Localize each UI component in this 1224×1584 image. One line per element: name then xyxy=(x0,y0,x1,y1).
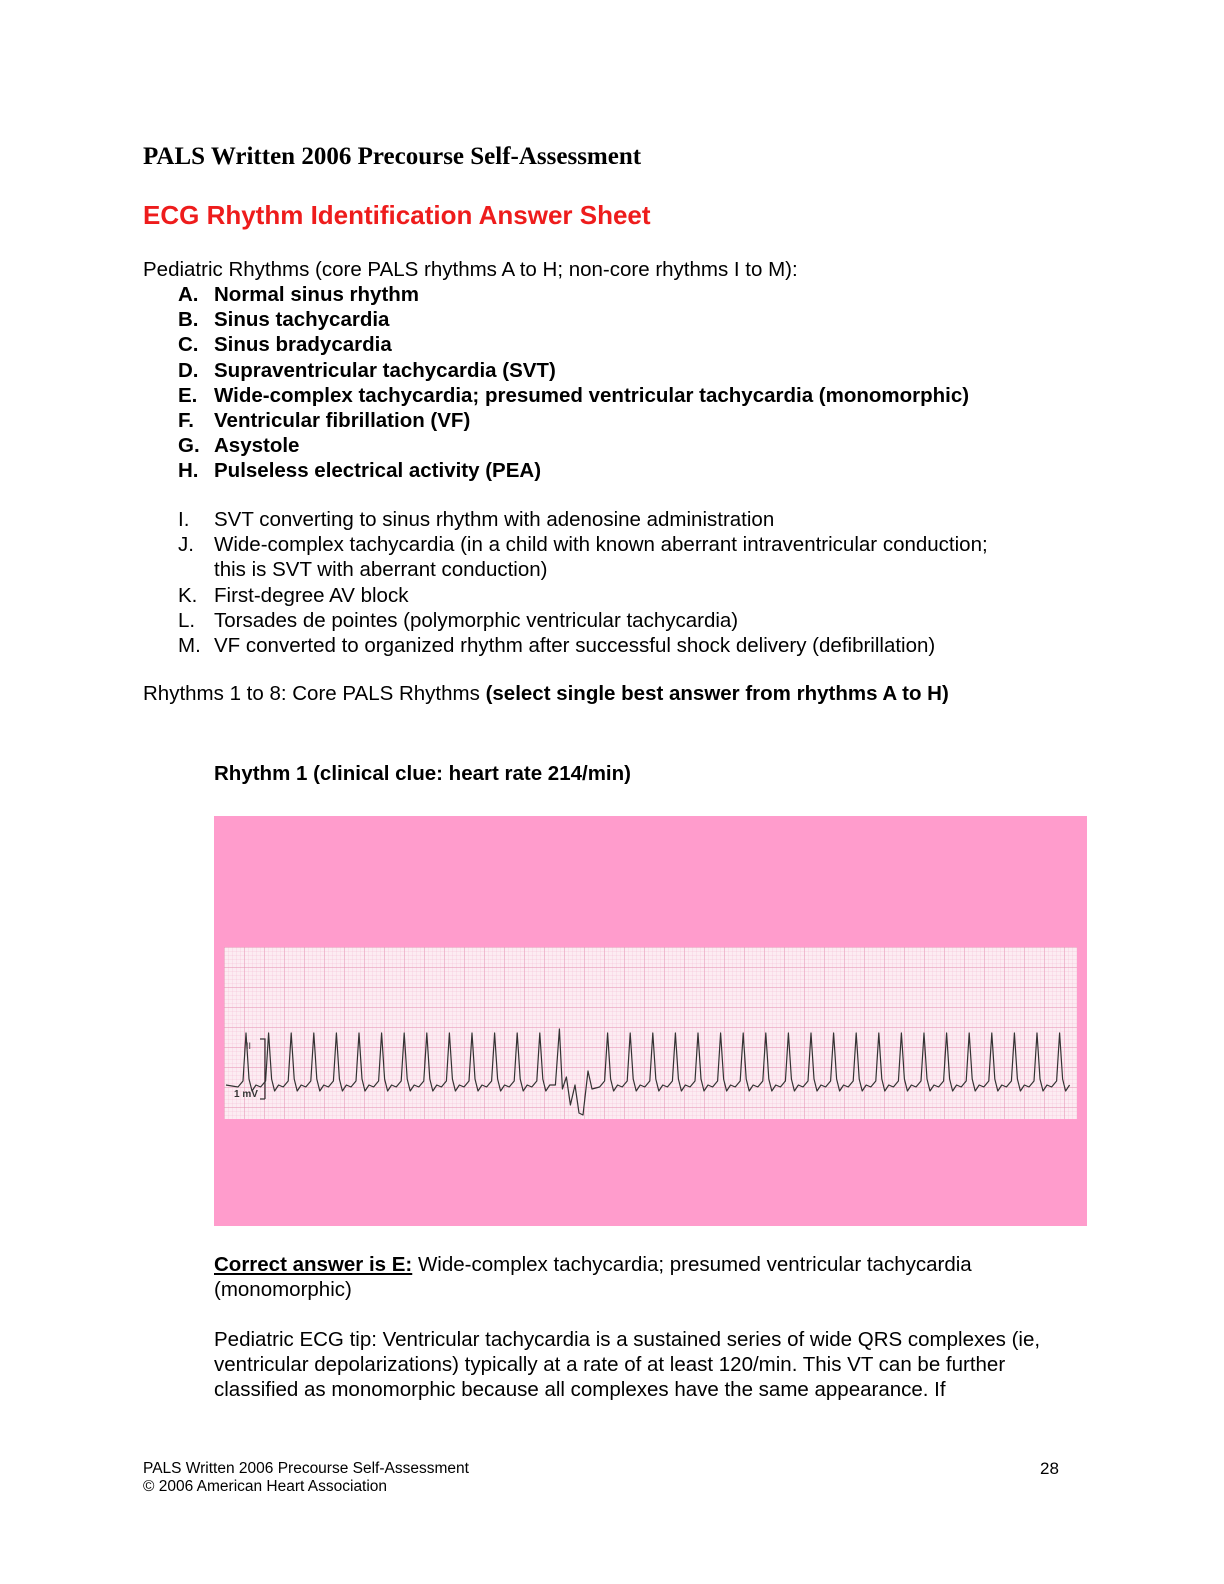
footer-copyright: © 2006 American Heart Association xyxy=(143,1478,388,1495)
list-item: E. Wide-complex tachycardia; presumed ventricular tachycardia (monomorphic) xyxy=(178,383,970,407)
list-item: B. Sinus tachycardia xyxy=(178,308,390,332)
rhythms-intro-text: Pediatric Rhythms (core PALS rhythms A to H; non-core rhythms I to M): xyxy=(143,258,798,281)
ecg-major-grid xyxy=(224,947,1077,1119)
ecg-strip-frame xyxy=(214,816,1087,1226)
document-title: PALS Written 2006 Precourse Self-Assessment xyxy=(143,143,642,170)
list-item: I. SVT converting to sinus rhythm with adenosine administration xyxy=(178,508,775,531)
core-rhythm-list xyxy=(178,282,969,484)
lead-label: II xyxy=(246,1041,252,1051)
answer-sheet-title: ECG Rhythm Identification Answer Sheet xyxy=(143,200,651,230)
list-item: this is SVT with aberrant conduction) xyxy=(214,558,548,582)
core-rhythms-instruction: Rhythms 1 to 8: Core PALS Rhythms (select single best answer from rhythms A to H) xyxy=(143,682,949,705)
list-item: F. Ventricular fibrillation (VF) xyxy=(178,409,471,433)
list-item: G. Asystole xyxy=(178,434,300,458)
rhythm-1-title: Rhythm 1 (clinical clue: heart rate 214/min) xyxy=(214,762,631,785)
list-item: A. Normal sinus rhythm xyxy=(178,283,420,306)
page-number: 28 xyxy=(1040,1459,1059,1478)
list-item: D. Supraventricular tachycardia (SVT) xyxy=(178,358,556,382)
list-item: L. Torsades de pointes (polymorphic ventricular tachycardia) xyxy=(178,608,739,632)
footer xyxy=(143,1460,469,1496)
list-item: C. Sinus bradycardia xyxy=(178,333,392,357)
list-item: J. Wide-complex tachycardia (in a child with known aberrant intraventricular conduction; xyxy=(178,533,988,557)
calibration-label: 1 mV xyxy=(234,1089,258,1100)
footer-title: PALS Written 2006 Precourse Self-Assessment xyxy=(143,1460,469,1477)
list-item: K. First-degree AV block xyxy=(178,583,409,607)
correct-answer: Correct answer is E: Wide-complex tachycardia; presumed ventricular tachycardia (monomorphic) xyxy=(214,1253,972,1301)
list-item: H. Pulseless electrical activity (PEA) xyxy=(178,459,542,483)
ecg-rhythm-strip xyxy=(224,947,1077,1119)
noncore-rhythm-list xyxy=(178,507,988,658)
ecg-tip-paragraph: Pediatric ECG tip: Ventricular tachycardia is a sustained series of wide QRS complexes (ie, ventricular depolarizations) typically at a rate of at least 120/min. This VT can be further classified as monomorphic because all complexes have the same appearance. If xyxy=(214,1328,1041,1401)
list-item: M. VF converted to organized rhythm after successful shock delivery (defibrillation) xyxy=(178,634,936,658)
